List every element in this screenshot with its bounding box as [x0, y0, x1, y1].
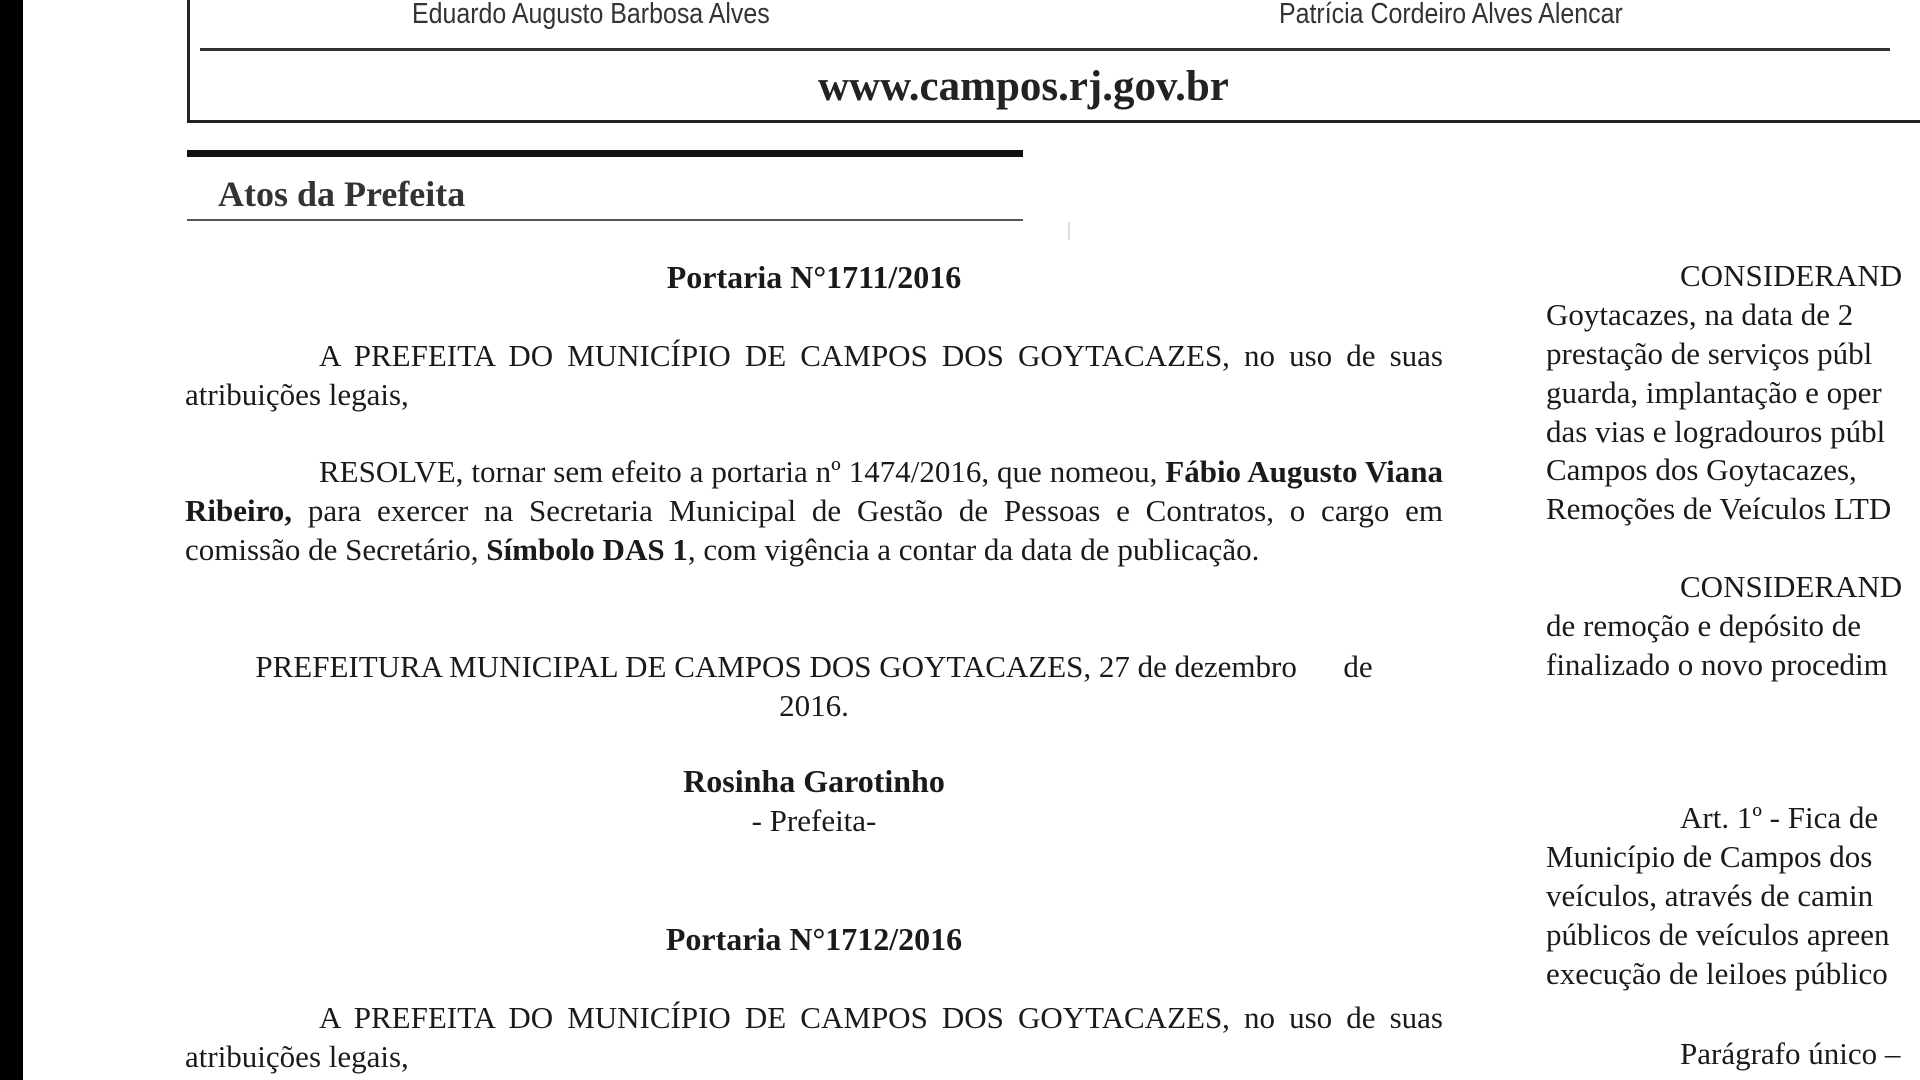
right-line: CONSIDERAND: [1680, 569, 1903, 604]
resolve-text-end: , com vigência a contar da data de publicação.: [687, 532, 1260, 567]
right-line: de remoção e depósito de: [1546, 608, 1862, 643]
portaria-1711-intro: [185, 336, 1443, 414]
resolve-text-start: RESOLVE, tornar sem efeito a portaria nº 1474/2016, que nomeou,: [319, 454, 1158, 489]
right-line: veículos, através de camin: [1546, 878, 1874, 913]
right-line: execução de leiloes público: [1546, 956, 1888, 991]
right-line: finalizado o novo procedim: [1546, 647, 1888, 682]
right-line: guarda, implantação e oper: [1546, 375, 1882, 410]
right-line: prestação de serviços públ: [1546, 336, 1873, 371]
editor-name-left: Eduardo Augusto Barbosa Alves: [412, 0, 770, 30]
website-url[interactable]: www.campos.rj.gov.br: [818, 63, 1229, 110]
place-date-line-2: 2016.: [779, 688, 849, 723]
portaria-1711-title: Portaria N°1711/2016: [666, 259, 962, 295]
appointee-name: Fábio Augusto Viana Ribeiro,: [185, 454, 1443, 528]
right-column: [1546, 0, 1920, 1080]
divider-mark: [1068, 222, 1070, 240]
place-date-line-1: PREFEITURA MUNICIPAL DE CAMPOS DOS GOYTACAZES, 27 de dezembro de: [255, 649, 1373, 684]
right-line: Goytacazes, na data de 2: [1546, 297, 1854, 332]
right-line: Art. 1º - Fica de: [1680, 800, 1879, 835]
section-heading-bar: [187, 150, 1023, 157]
right-line: Município de Campos dos: [1546, 839, 1873, 874]
section-heading-rule: [187, 219, 1023, 221]
editor-name-right: Patrícia Cordeiro Alves Alencar: [1279, 0, 1623, 30]
right-line: Remoções de Veículos LTD: [1546, 491, 1892, 526]
right-line: CONSIDERAND: [1680, 258, 1903, 293]
symbol-code: Símbolo DAS 1: [486, 532, 688, 567]
place-date-block: [185, 647, 1443, 725]
signature-block: [185, 762, 1443, 840]
right-line: das vias e logradouros públ: [1546, 414, 1886, 449]
section-heading: Atos da Prefeita: [218, 174, 466, 214]
portaria-1711-resolve: [185, 452, 1443, 569]
signer-role: - Prefeita-: [751, 803, 877, 838]
portaria-1712-title: Portaria N°1712/2016: [665, 921, 963, 957]
portaria-1712-intro: [185, 998, 1443, 1076]
portaria-1712-intro-text: A PREFEITA DO MUNICÍPIO DE CAMPOS DOS GOYTACAZES, no uso de suas atribuições legais,: [185, 1000, 1443, 1074]
scan-edge: [0, 0, 23, 1080]
right-line: públicos de veículos apreen: [1546, 917, 1890, 952]
resolve-text-mid: para exercer na Secretaria Municipal de Gestão de Pessoas e Contratos, o cargo em comissão de Secretário,: [185, 493, 1443, 567]
right-line: Parágrafo único –: [1680, 1036, 1901, 1071]
signer-name: Rosinha Garotinho: [683, 763, 945, 799]
portaria-1711-intro-text: A PREFEITA DO MUNICÍPIO DE CAMPOS DOS GOYTACAZES, no uso de suas atribuições legais,: [185, 338, 1443, 412]
right-line: Campos dos Goytacazes,: [1546, 452, 1857, 487]
